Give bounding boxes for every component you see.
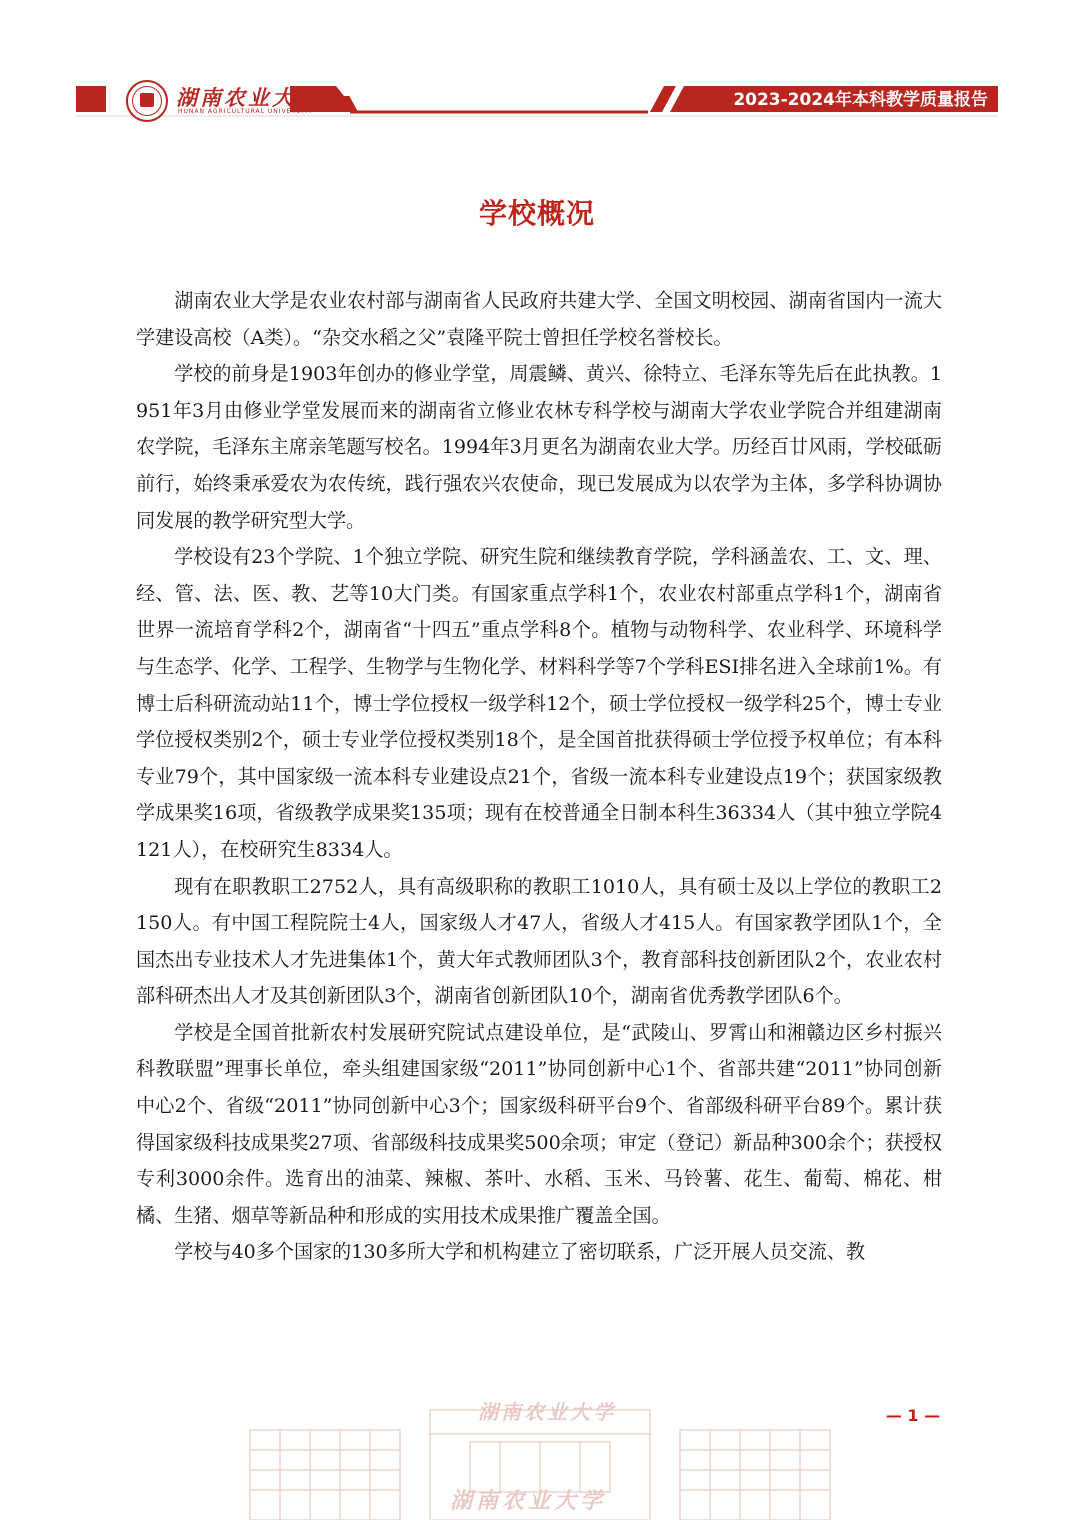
page-header [0, 0, 1074, 130]
paragraph: 学校的前身是1903年创办的修业学堂，周震鳞、黄兴、徐特立、毛泽东等先后在此执教。1951年3月由修业学堂发展而来的湖南省立修业农林专科学校与湖南大学农业学院合并组建湖南农学院，毛泽东主席亲笔题写校名。1994年3月更名为湖南农业大学。历经百廿风雨，学校砥砺前行，始终秉承爱农为农传统，践行强农兴农使命，现已发展成为以农学为主体，多学科协调协同发展的教学研究型大学。 [136, 362, 942, 532]
paragraph: 学校是全国首批新农村发展研究院试点建设单位，是“武陵山、罗霄山和湘赣边区乡村振兴科教联盟”理事长单位，牵头组建国家级“2011”协同创新中心1个、省部共建“2011”协同创新中心2个、省级“2011”协同创新中心3个；国家级科研平台9个、省部级科研平台89个。累计获得国家级科技成果奖27项、省部级科技成果奖500余项；审定（登记）新品种300余个；获授权专利3000余件。选育出的油菜、辣椒、茶叶、水稻、玉米、马铃薯、花生、葡萄、棉花、柑橘、生猪、烟草等新品种和形成的实用技术成果推广覆盖全国。 [136, 1020, 942, 1227]
report-title: 2023-2024年本科教学质量报告 [733, 90, 988, 110]
university-seal-icon [126, 80, 168, 122]
university-logo-subtext: HUNAN AGRICULTURAL UNIVERSITY [178, 108, 314, 115]
footer-watermark-text: 湖南农业大学 [478, 1400, 616, 1424]
paragraph: 学校与40多个国家的130多所大学和机构建立了密切联系，广泛开展人员交流、教 [174, 1240, 866, 1264]
footer-watermark-text: 湖南农业大学 [450, 1488, 607, 1514]
university-logo-text: 湖南农业大学 [176, 85, 320, 110]
page-number: — 1 — [885, 1406, 941, 1425]
paragraph: 湖南农业大学是农业农村部与湖南省人民政府共建大学、全国文明校园、湖南省国内一流大学建设高校（A类）。“杂交水稻之父”袁隆平院士曾担任学校名誉校长。 [136, 289, 942, 349]
paragraph: 现有在职教职工2752人，具有高级职称的教职工1010人，具有硕士及以上学位的教职工2150人。有中国工程院院士4人，国家级人才47人，省级人才415人。有国家教学团队1个，全国杰出专业技术人才先进集体1个，黄大年式教师团队3个，教育部科技创新团队2个，农业农村部科研杰出人才及其创新团队3个，湖南省创新团队10个，湖南省优秀教学团队6个。 [136, 874, 942, 1008]
body-text [136, 283, 942, 1271]
paragraph: 学校设有23个学院、1个独立学院、研究生院和继续教育学院，学科涵盖农、工、文、理、经、管、法、医、教、艺等10大门类。有国家重点学科1个，农业农村部重点学科1个，湖南省世界一流培育学科2个，湖南省“十四五”重点学科8个。植物与动物科学、农业科学、环境科学与生态学、化学、工程学、生物学与生物化学、材料科学等7个学科ESI排名进入全球前1%。有博士后科研流动站11个，博士学位授权一级学科12个，硕士学位授权一级学科25个，博士专业学位授权类别2个，硕士专业学位授权类别18个，是全国首批获得硕士学位授予权单位；有本科专业79个，其中国家级一流本科专业建设点21个，省级一流本科专业建设点19个；获国家级教学成果奖16项，省级教学成果奖135项；现有在校普通全日制本科生36334人（其中独立学院4121人），在校研究生8334人。 [136, 545, 942, 861]
page-title: 学校概况 [478, 197, 595, 230]
